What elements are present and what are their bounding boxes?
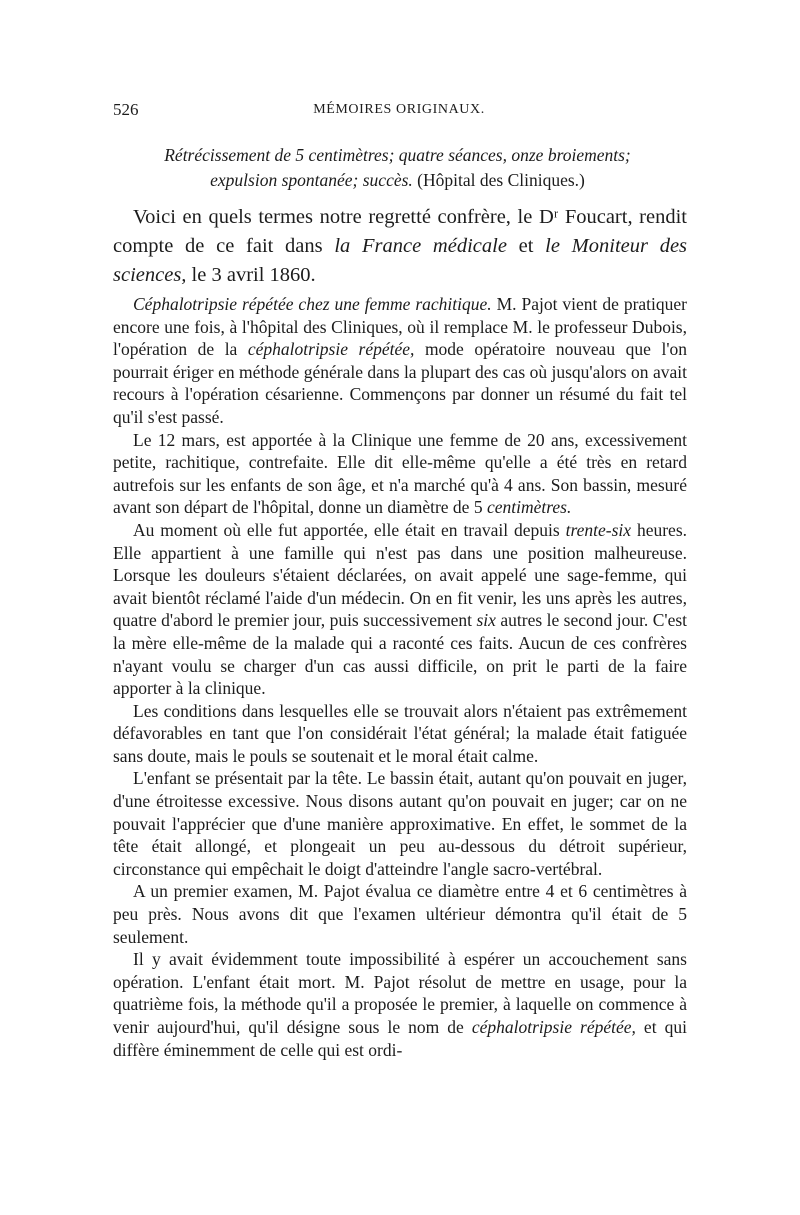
caption-source: (Hôpital des Cliniques.): [417, 170, 585, 190]
paragraph-text: A un premier examen, M. Pajot évalua ce diamètre entre 4 et 6 centimètres à peu près. Nous avons dit que l'examen ultérieur démontra qu'il était de 5 seulement.: [113, 881, 687, 947]
caption-line1: Rétrécissement de 5 centimètres; quatre séances, onze broiements;: [164, 145, 631, 165]
body-text: [113, 293, 687, 1061]
emphasis: trente-six: [565, 519, 632, 540]
paragraph: [113, 519, 687, 700]
paragraph-text: Les conditions dans lesquelles elle se trouvait alors n'étaient pas extrêmement défavorables en tant que l'on considérait l'état général; la malade était fatiguée sans doute, mais le pouls se soutenait et le moral était calme.: [113, 700, 687, 766]
emphasis: six: [476, 610, 496, 631]
paragraph-text: M. Pajot vient de pratiquer encore une fois, à l'hôpital des Cliniques, où il remplace M. le professeur Dubois, l'opération de la: [113, 294, 687, 360]
paragraph-text: Le 12 mars, est apportée à la Clinique une femme de 20 ans, excessivement petite, rachitique, contrefaite. Elle dit elle-même qu'elle a été très en retard autrefois sur les enfants de son âge, et n'a marché qu'à 4 ans. Son bassin, mesuré avant son départ de l'hôpital, donne un diamètre de 5: [113, 429, 687, 518]
journal-france-medicale: la France médicale: [334, 235, 507, 257]
lead-text-1: Voici en quels termes notre regretté confrère, le Dʳ Foucart, rendit compte de ce fait dans: [113, 206, 687, 257]
paragraph-text: autres le second jour. C'est la mère elle-même de la malade qui a raconté ces faits. Aucun de ces confrères n'ayant voulu se charger d'un cas aussi difficile, on prit le parti de la faire apporter à la clinique.: [113, 610, 688, 699]
emphasis: centimètres.: [486, 497, 572, 518]
paragraph-text: Il y avait évidemment toute impossibilité à espérer un accouchement sans opération. L'enfant était mort. M. Pajot résolut de mettre en usage, pour la quatrième fois, la méthode qu'il a proposée le premier, à laquelle on commence à venir aujourd'hui, qu'il désigne sous le nom de: [113, 949, 687, 1037]
paragraph-text: et qui diffère éminemment de celle qui est ordi-: [113, 1017, 687, 1060]
paragraph-text: mode opératoire nouveau que l'on pourrait ériger en méthode générale dans la plupart des cas où jusqu'alors on avait recours à l'opération césarienne. Commençons par donner un résumé du fait tel qu'il s'est passé.: [113, 339, 687, 427]
emphasis: céphalotripsie répétée,: [471, 1017, 636, 1037]
running-head: MÉMOIRES ORIGINAUX.: [313, 102, 485, 117]
lead-text-2: et: [506, 235, 546, 257]
paragraph: [113, 700, 687, 768]
caption-line2: expulsion spontanée; succès.: [210, 170, 413, 190]
paragraph-title: Céphalotripsie répétée chez une femme rachitique.: [133, 294, 492, 314]
paragraph-text: heures. Elle appartient à une famille qui n'est pas dans une position malheureuse. Lorsque les douleurs s'étaient déclarées, on avait appelé une sage-femme, qui avait bientôt réclamé l'aide d'un médecin. On en fit venir, les uns après les autres, quatre d'abord le premier jour, puis successivement: [113, 519, 687, 631]
paragraph: [113, 767, 687, 880]
page-number: 526: [113, 100, 139, 119]
emphasis: céphalotripsie répétée,: [247, 339, 415, 360]
paragraph-text: Au moment où elle fut apportée, elle était en travail depuis: [133, 519, 566, 540]
paragraph: [113, 880, 687, 948]
paragraph: [113, 293, 687, 429]
lead-paragraph: [113, 203, 687, 290]
paragraph: [113, 429, 687, 519]
journal-moniteur-sciences: le Moniteur des sciences,: [113, 235, 688, 286]
paragraph: [113, 948, 687, 1061]
lead-text-3: le 3 avril 1860.: [186, 264, 316, 286]
page-header: [113, 100, 685, 124]
paragraph-text: L'enfant se présentait par la tête. Le bassin était, autant qu'on pouvait en juger, d'une étroitesse excessive. Nous disons autant qu'on pouvait en juger; car on ne pouvait l'apprécier que d'une manière approximative. En effet, le sommet de la tête était allongé, et plongeait un peu au-dessous du détroit supérieur, circonstance qui empêchait le doigt d'atteindre l'angle sacro-vertébral.: [113, 768, 687, 879]
case-caption: [110, 143, 685, 193]
